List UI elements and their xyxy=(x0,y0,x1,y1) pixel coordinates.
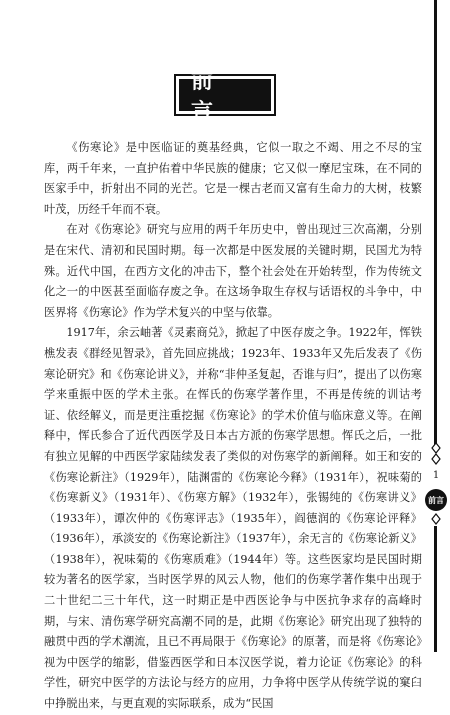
page-title: 前 言 xyxy=(179,79,271,111)
diamond-ornament-lower-icon xyxy=(428,513,444,525)
body-text xyxy=(44,138,422,715)
side-rule-top xyxy=(434,0,437,447)
diamond-ornament-icon xyxy=(428,443,444,465)
paragraph-1: 《伤寒论》是中医临证的奠基经典，它似一取之不竭、用之不尽的宝库，两千年来，一直护佑着中华民族的健康；它又似一摩尼宝珠，在不同的医家手中，折射出不同的光芒。它是一棵古老而又富有生命力的大树，枝繁叶茂，历经千年而不衰。 xyxy=(44,141,422,216)
paragraph-3: 1917年，余云岫著《灵素商兑》，掀起了中医存废之争。1922年，恽铁樵发表《群经见智录》，首先回应挑战；1923年、1933年又先后发表了《伤寒论研究》和《伤寒论讲义》，并称“非仲圣复起，否谁与归”，提出了以伤寒学来重振中医的学术主张。在恽氏的伤寒学著作里，不再是传统的训诂考证、依经解义，而是更注重挖掘《伤寒论》的学术价值与临床意义等。在阐释中，恽氏参合了近代西医学及日本古方派的伤寒学思想。恽氏之后，一批有独立见解的中西医学家陆续发表了类似的对伤寒学的新阐释。如王和安的《伤寒论新注》（1929年），陆渊雷的《伤寒论今释》（1931年），祝味菊的《伤寒新义》（1931年）、《伤寒方解》（1932年），张锡纯的《伤寒讲义》（1933年），谭次仲的《伤寒评志》（1935年），阎德润的《伤寒论评释》（1936年），承淡安的《伤寒论新注》（1937年），余无言的《伤寒论新义》（1938年），祝味菊的《伤寒质难》（1944年）等。这些医家均是民国时期较为著名的医学家，当时医学界的风云人物，他们的伤寒学著作集中出现于二十世纪二三十年代，这一时期正是中西医论争与中医抗争求存的高峰时期，与宋、清伤寒学研究高潮不同的是，此期《伤寒论》研究出现了独特的融贯中西的学术潮流，且已不再局限于《伤寒论》的原著，而是将《伤寒论》视为中医学的缩影，借鉴西医学和日本汉医学说，着力论证《伤寒论》的科学性，研究中医学的方法论与经方的应用，力争将中医学从传统学说的窠臼中挣脱出来，与更直观的实际联系，成为“民国 xyxy=(44,326,422,711)
paragraph-2: 在对《伤寒论》研究与应用的两千年历史中，曾出现过三次高潮，分别是在宋代、清初和民国时期。每一次都是中医发展的关键时期，民国尤为特殊。近代中国，在西方文化的冲击下，整个社会处在开始转型，作为传统文化之一的中医甚至面临存废之争。在这场争取生存权与话语权的斗争中，中医界将《伤寒论》作为学术复兴的中坚与依靠。 xyxy=(44,223,422,319)
section-seal-text: 前言 xyxy=(428,495,444,505)
page-title-box xyxy=(174,68,276,125)
page-number: 1 xyxy=(432,470,440,481)
side-rule-bottom xyxy=(434,526,437,652)
section-seal-icon xyxy=(425,489,447,511)
